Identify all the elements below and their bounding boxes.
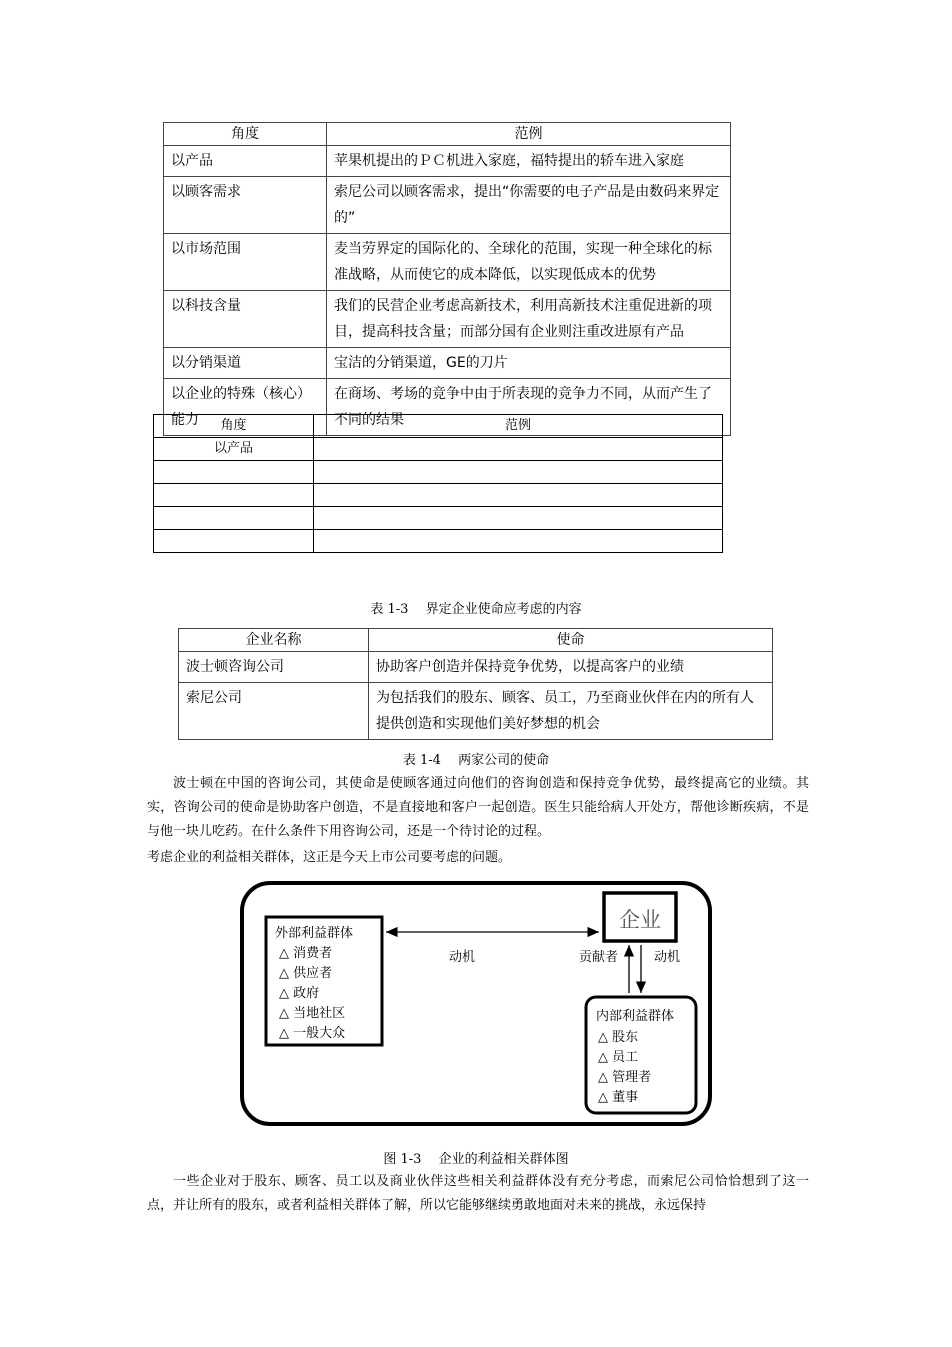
external-item: △ 一般大众 [279, 1026, 346, 1041]
table-cell: 为包括我们的股东、顾客、员工，乃至商业伙伴在内的所有人提供创造和实现他们美好梦想的机会 [369, 683, 773, 740]
table-cell: 以分销渠道 [164, 348, 327, 379]
external-item: △ 政府 [279, 986, 320, 1001]
table-caption: 表 1-3 界定企业使命应考虑的内容 [370, 602, 582, 617]
motive-label: 动机 [449, 950, 476, 965]
table-cell: 宝洁的分销渠道，GE的刀片 [327, 348, 731, 379]
header-cell: 范例 [314, 415, 723, 438]
table-cell: 以企业的特殊（核心）能力 [164, 379, 327, 436]
body-paragraph: 波士顿在中国的咨询公司，其使命是使顾客通过向他们的咨询创造和保持竞争优势，最终提高它的业绩。其实，咨询公司的使命是协助客户创造，不是直接地和客户一起创造。医生只能给病人开处方，帮他诊断疾病，不是与他一块儿吃药。在什么条件下用咨询公司，还是一个待讨论的过程。 [147, 776, 809, 839]
table-cell: 以产品 [164, 146, 327, 177]
table-cell: 在商场、考场的竞争中由于所表现的竞争力不同，从而产生了不同的结果 [327, 379, 731, 436]
table-cell: 我们的民营企业考虑高新技术，利用高新技术注重促进新的项目，提高科技含量；而部分国有企业则注重改进原有产品 [327, 291, 731, 348]
header-cell: 企业名称 [179, 629, 369, 652]
company-label: 企业 [619, 908, 661, 932]
external-item: △ 供应者 [279, 966, 333, 981]
table-cell: 以市场范围 [164, 234, 327, 291]
external-item: △ 当地社区 [279, 1006, 346, 1021]
body-paragraph: 考虑企业的利益相关群体，这正是今天上市公司要考虑的问题。 [147, 850, 512, 865]
table-cell: 索尼公司以顾客需求，提出“你需要的电子产品是由数码来界定的” [327, 177, 731, 234]
header-cell: 范例 [327, 123, 731, 146]
header-cell: 使命 [369, 629, 773, 652]
table-cell: 波士顿咨询公司 [179, 652, 369, 683]
contributor-label: 贡献者 [579, 950, 619, 965]
internal-item: △ 董事 [598, 1090, 639, 1105]
external-group-title: 外部利益群体 [275, 926, 354, 941]
header-cell: 角度 [154, 415, 314, 438]
internal-item: △ 员工 [598, 1050, 639, 1065]
table-cell: 以产品 [154, 438, 314, 461]
table-cell: 苹果机提出的ＰＣ机进入家庭，福特提出的轿车进入家庭 [327, 146, 731, 177]
external-item: △ 消费者 [279, 946, 333, 961]
header-cell: 角度 [164, 123, 327, 146]
table-cell: 协助客户创造并保持竞争优势，以提高客户的业绩 [369, 652, 773, 683]
figure-caption: 图 1-3 企业的利益相关群体图 [383, 1152, 569, 1167]
internal-group-title: 内部利益群体 [596, 1009, 675, 1024]
table-cell: 索尼公司 [179, 683, 369, 740]
internal-item: △ 股东 [598, 1030, 639, 1045]
internal-item: △ 管理者 [598, 1070, 652, 1085]
table-caption: 表 1-4 两家公司的使命 [402, 753, 550, 768]
motive-label: 动机 [654, 950, 681, 965]
table-cell: 以顾客需求 [164, 177, 327, 234]
table-cell: 麦当劳界定的国际化的、全球化的范围，实现一种全球化的标准战略，从而使它的成本降低，以实现低成本的优势 [327, 234, 731, 291]
body-paragraph: 一些企业对于股东、顾客、员工以及商业伙伴这些相关利益群体没有充分考虑，而索尼公司恰恰想到了这一点，并让所有的股东，或者利益相关群体了解，所以它能够继续勇敢地面对未来的挑战，永远保持 [147, 1174, 809, 1213]
table-cell: 以科技含量 [164, 291, 327, 348]
